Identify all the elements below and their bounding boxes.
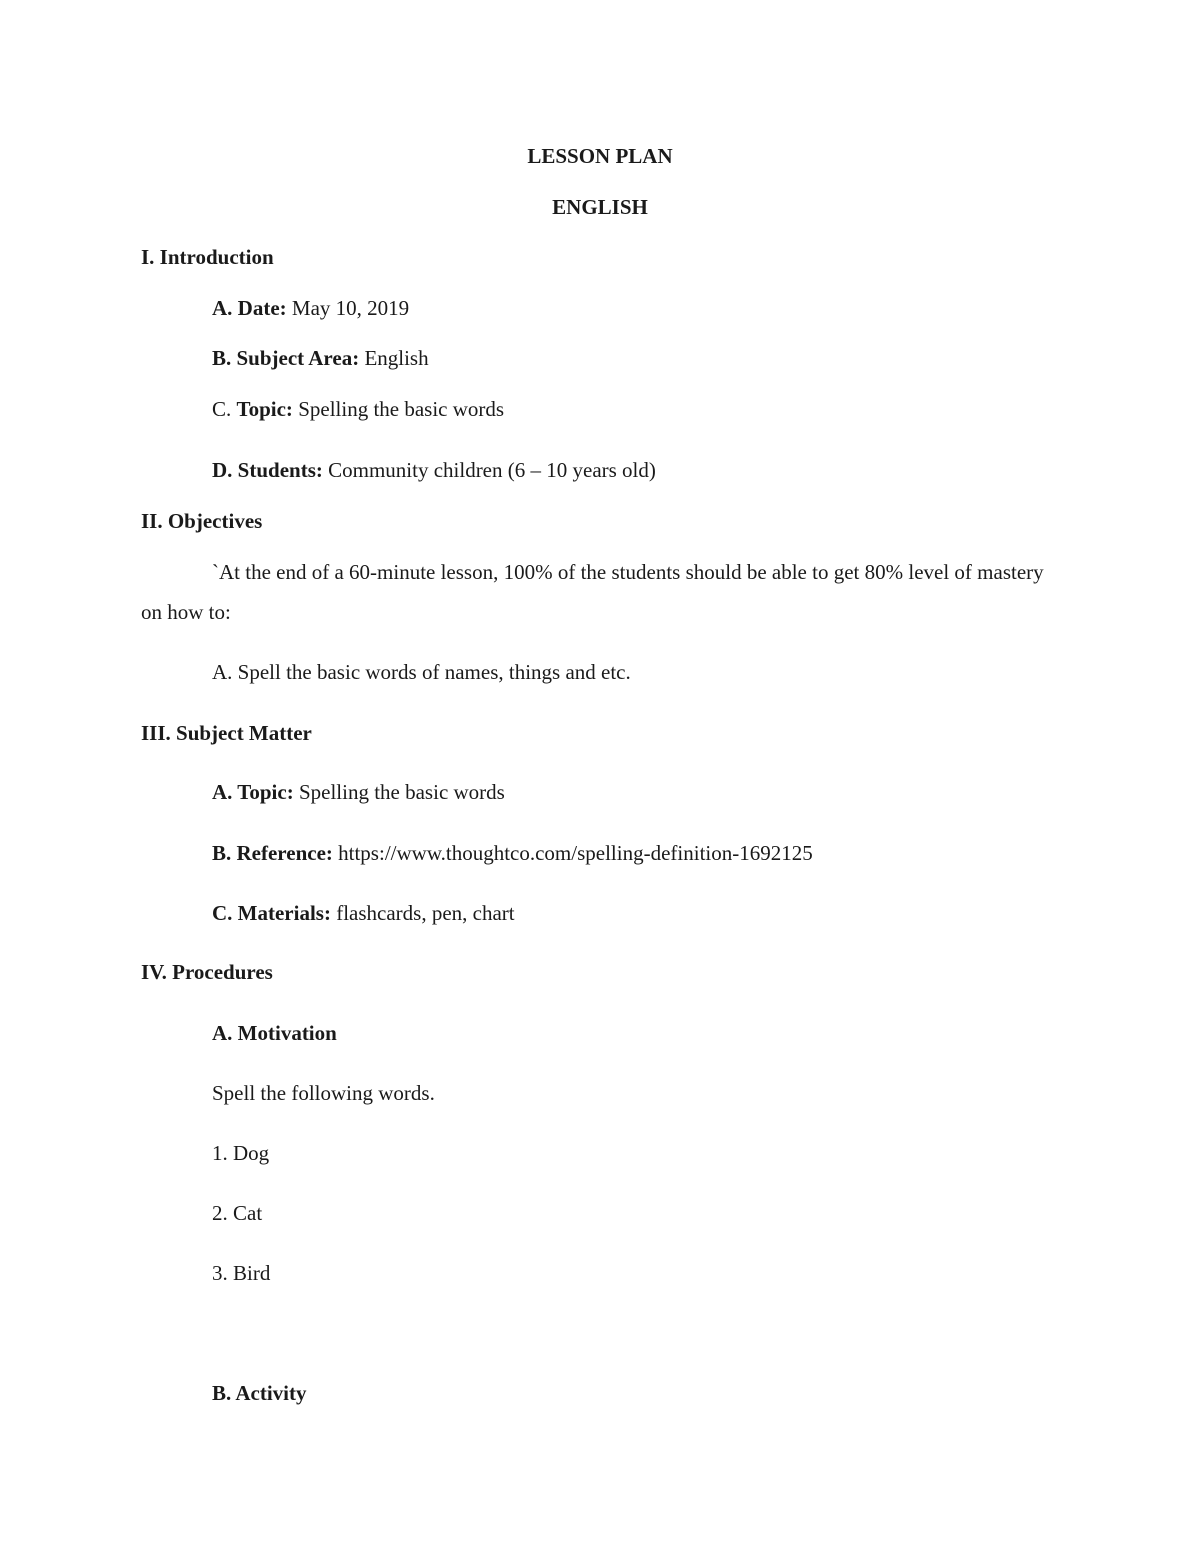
intro-topic-value: Spelling the basic words xyxy=(292,397,505,421)
section-heading-introduction: I. Introduction xyxy=(141,245,274,269)
procedures-activity-heading: B. Activity xyxy=(212,1381,307,1405)
intro-students-label: D. Students: xyxy=(212,458,323,482)
section-heading-subject-matter: III. Subject Matter xyxy=(141,721,312,745)
list-item: 2. Cat xyxy=(212,1201,263,1225)
subject-matter-topic-value: Spelling the basic words xyxy=(293,780,505,804)
section-heading-objectives: II. Objectives xyxy=(141,509,263,533)
intro-topic-prefix: C. xyxy=(212,397,237,421)
intro-topic xyxy=(212,396,504,422)
intro-date xyxy=(212,295,409,321)
subject-matter-materials xyxy=(212,900,515,926)
list-item: 3. Bird xyxy=(212,1261,271,1285)
subject-matter-reference-value: https://www.thoughtco.com/spelling-definition-1692125 xyxy=(332,841,813,865)
procedures-motivation-heading: A. Motivation xyxy=(212,1021,337,1045)
intro-students-value: Community children (6 – 10 years old) xyxy=(322,458,656,482)
subject-matter-topic xyxy=(212,779,505,805)
intro-topic-label: Topic: xyxy=(236,397,293,421)
objectives-item-a: A. Spell the basic words of names, things and etc. xyxy=(212,660,631,684)
subject-matter-materials-value: flashcards, pen, chart xyxy=(330,901,515,925)
intro-date-label: A. Date: xyxy=(212,296,287,320)
intro-students xyxy=(212,457,656,483)
subject-matter-reference-label: B. Reference: xyxy=(212,841,333,865)
document-subtitle: ENGLISH xyxy=(552,195,648,219)
intro-subject-area-label: B. Subject Area: xyxy=(212,346,360,370)
list-item: 1. Dog xyxy=(212,1141,270,1165)
objectives-paragraph: `At the end of a 60-minute lesson, 100% of the students should be able to get 80% level of mastery on how to: xyxy=(141,560,1044,624)
subject-matter-topic-label: A. Topic: xyxy=(212,780,294,804)
subject-matter-reference xyxy=(212,840,813,866)
intro-subject-area xyxy=(212,345,429,371)
intro-date-value: May 10, 2019 xyxy=(286,296,410,320)
section-heading-procedures: IV. Procedures xyxy=(141,960,273,984)
subject-matter-materials-label: C. Materials: xyxy=(212,901,331,925)
procedures-motivation-instruction: Spell the following words. xyxy=(212,1081,435,1105)
document-title: LESSON PLAN xyxy=(527,144,673,168)
intro-subject-area-value: English xyxy=(359,346,429,370)
